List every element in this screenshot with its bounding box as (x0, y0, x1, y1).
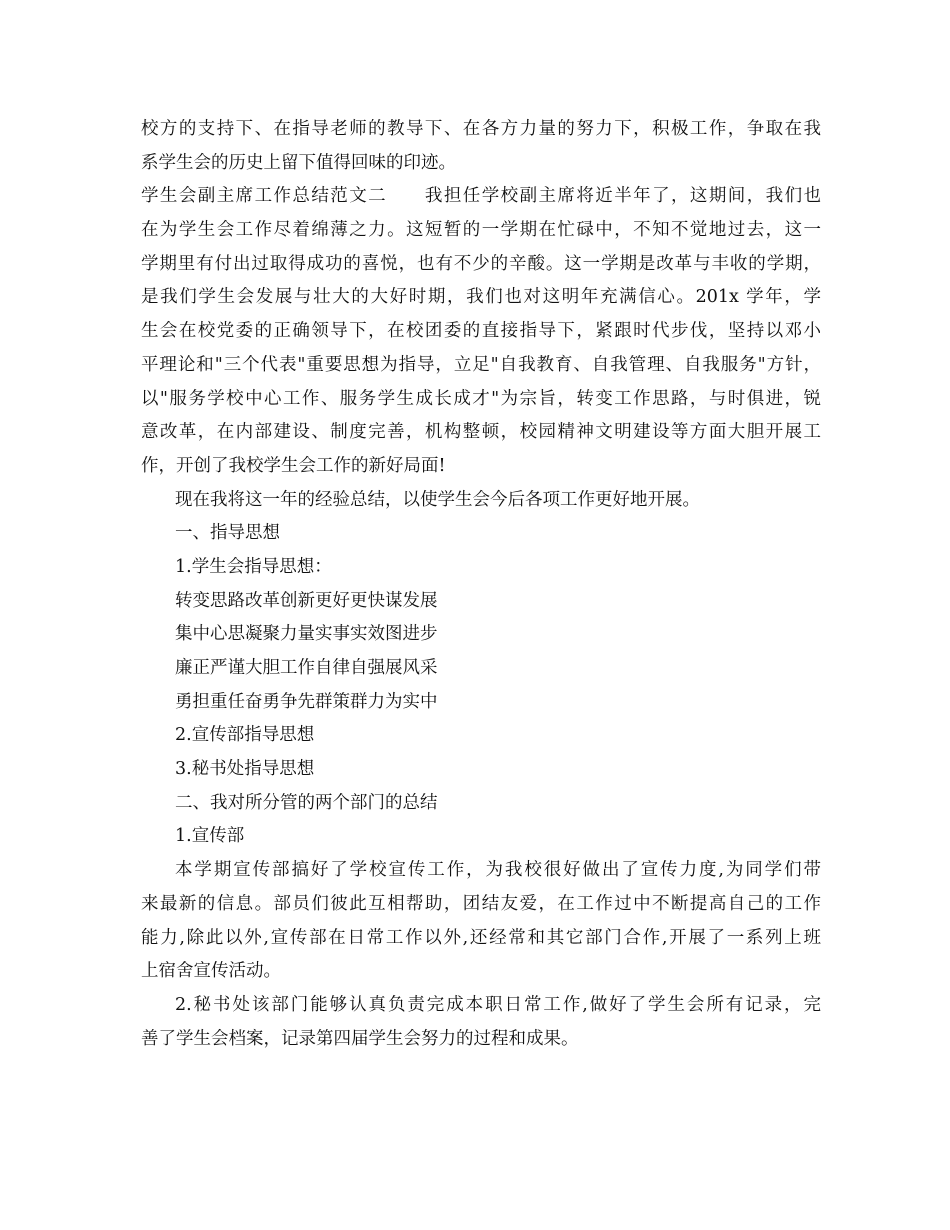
motto-line: 廉正严谨大胆工作自律自强展风采 (175, 658, 438, 678)
text-line: 学期里有付出过取得成功的喜悦，也有不少的辛酸。这一学期是改革与丰收的学期， (141, 253, 821, 274)
document-body (141, 113, 821, 1056)
text-line: 本学期宣传部搞好了学校宣传工作，为我校很好做出了宣传力度,为同学们带 (175, 860, 821, 881)
text-line: 能力,除此以外,宣传部在日常工作以外,还经常和其它部门合作,开展了一系列上班 (141, 927, 821, 948)
text-line: 平理论和"三个代表"重要思想为指导，立足"自我教育、自我管理、自我服务"方针， (141, 354, 821, 375)
text-line: 系学生会的历史上留下值得回味的印迹。 (141, 152, 456, 173)
text-line: 现在我将这一年的经验总结，以使学生会今后各项工作更好地开展。 (175, 489, 700, 510)
text-line: 在为学生会工作尽着绵薄之力。这短暂的一学期在忙碌中，不知不觉地过去，这一 (141, 220, 821, 241)
subsection-heading: 1.宣传部 (175, 826, 245, 847)
text-line: 生会在校党委的正确领导下，在校团委的直接指导下，紧跟时代步伐，坚持以邓小 (141, 321, 821, 342)
subsection-heading: 1.学生会指导思想： (175, 556, 332, 577)
section-heading: 二、我对所分管的两个部门的总结 (175, 792, 438, 813)
text-line: 来最新的信息。部员们彼此互相帮助，团结友爱，在工作过中不断提高自己的工作 (141, 893, 821, 914)
motto-line: 勇担重任奋勇争先群策群力为实中 (175, 691, 438, 712)
text-line: 校方的支持下、在指导老师的教导下、在各方力量的努力下，积极工作，争取在我 (141, 119, 821, 139)
section-heading: 一、指导思想 (175, 523, 280, 544)
motto-line: 集中心思凝聚力量实事实效图进步 (175, 624, 438, 645)
subsection-heading: 3.秘书处指导思想 (175, 759, 315, 780)
text-line: 2.秘书处该部门能够认真负责完成本职日常工作,做好了学生会所有记录，完 (175, 994, 821, 1015)
text-line: 学生会副主席工作总结范文二 我担任学校副主席将近半年了，这期间，我们也 (141, 186, 821, 207)
text-line: 上宿舍宣传活动。 (141, 961, 281, 982)
motto-line: 转变思路改革创新更好更快谋发展 (175, 590, 438, 611)
text-line: 以"服务学校中心工作、服务学生成长成才"为宗旨，转变工作思路，与时俱进，锐 (141, 388, 821, 409)
text-line: 意改革，在内部建设、制度完善，机构整顿，校园精神文明建设等方面大胆开展工 (141, 422, 821, 443)
text-line: 作，开创了我校学生会工作的新好局面! (141, 455, 446, 476)
subsection-heading: 2.宣传部指导思想 (175, 725, 315, 746)
text-line: 善了学生会档案，记录第四届学生会努力的过程和成果。 (141, 1028, 579, 1049)
text-line: 是我们学生会发展与壮大的大好时期，我们也对这明年充满信心。201x 学年，学 (141, 287, 821, 308)
